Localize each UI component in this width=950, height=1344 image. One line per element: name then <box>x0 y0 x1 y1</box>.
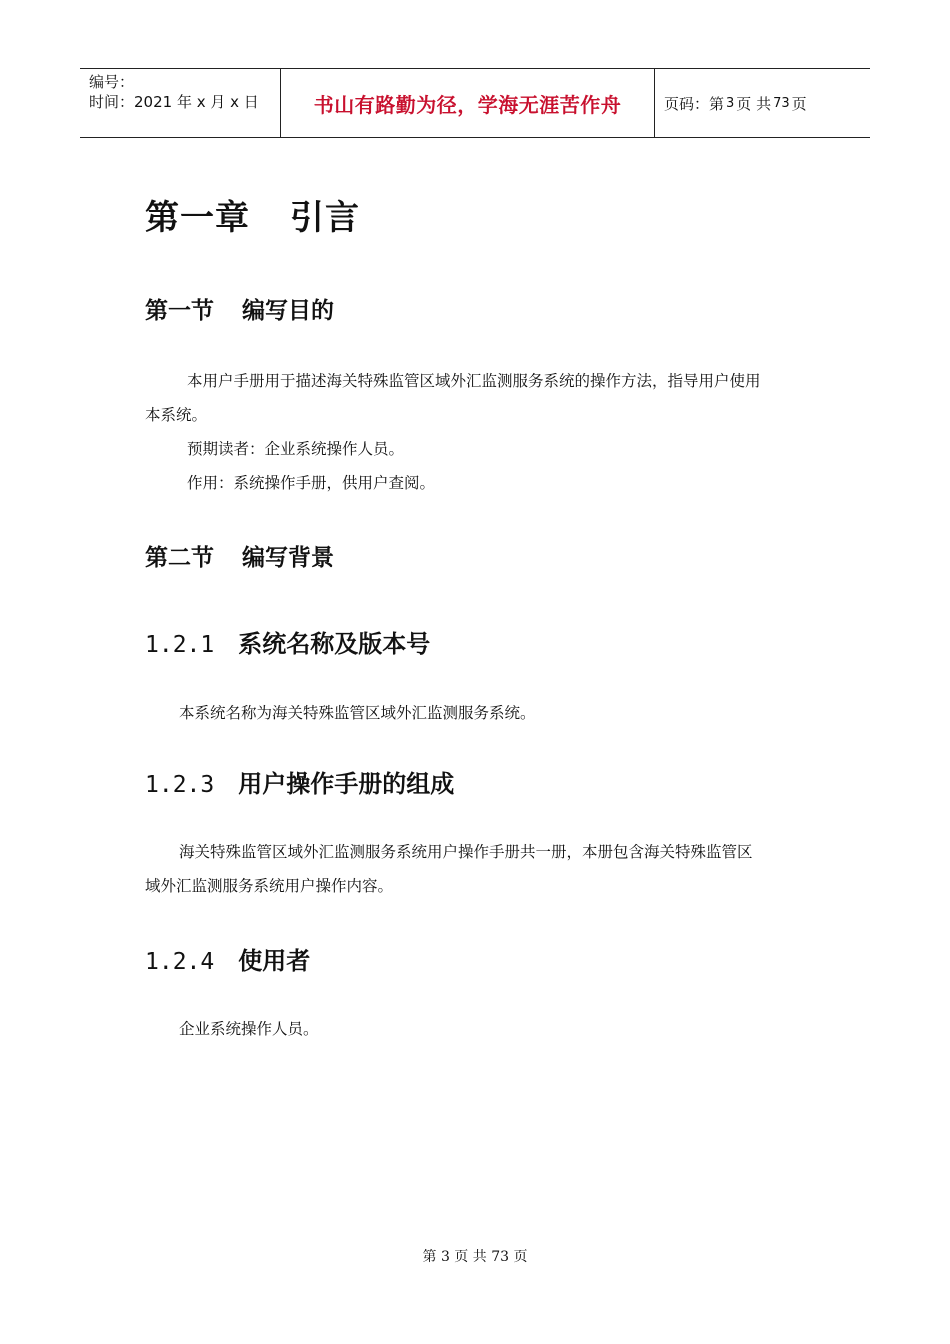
subsection-number: 1.2.4 <box>145 949 215 975</box>
purpose-paragraph <box>145 364 813 500</box>
header-meta <box>80 69 281 137</box>
page-prefix: 页码：第 <box>664 94 725 113</box>
subsection-number: 1.2.3 <box>145 772 215 798</box>
readers-line: 预期读者：企业系统操作人员。 <box>187 440 405 458</box>
page-suffix: 页 <box>791 94 807 113</box>
page-footer: 第 3 页 共 73 页 <box>422 1249 528 1265</box>
purpose-line-1: 本用户手册用于描述海关特殊监管区域外汇监测服务系统的操作方法，指导用户使用 <box>187 372 761 390</box>
users-paragraph <box>145 1012 813 1046</box>
subsection-heading-composition <box>145 764 454 799</box>
page-mid: 页 共 <box>736 94 772 113</box>
page-header <box>80 68 870 138</box>
page-current: 3 <box>726 95 735 111</box>
page-total: 73 <box>773 95 790 111</box>
composition-line-2: 域外汇监测服务系统用户操作内容。 <box>145 877 394 895</box>
time-label: 时间：2021 年 x 月 x 日 <box>89 93 259 111</box>
name-version-paragraph <box>145 696 813 730</box>
section-title: 编写目的 <box>242 298 334 324</box>
subsection-heading-users <box>145 941 310 976</box>
purpose-line-2: 本系统。 <box>145 406 208 424</box>
section-heading-background <box>145 539 334 572</box>
chapter-title <box>145 190 360 239</box>
header-motto: 书山有路勤为径，学海无涯苦作舟 <box>281 69 655 137</box>
subsection-heading-name-version <box>145 624 430 659</box>
composition-paragraph <box>145 835 813 903</box>
section-heading-purpose <box>145 292 334 325</box>
chapter-number: 第一章 <box>145 198 250 238</box>
subsection-title: 用户操作手册的组成 <box>238 770 455 798</box>
header-page-info <box>655 69 870 137</box>
composition-line-1: 海关特殊监管区域外汇监测服务系统用户操作手册共一册，本册包含海关特殊监管区 <box>179 843 753 861</box>
subsection-title: 使用者 <box>238 947 311 975</box>
section-title: 编写背景 <box>242 545 334 571</box>
chapter-text: 引言 <box>290 198 360 238</box>
name-version-text: 本系统名称为海关特殊监管区域外汇监测服务系统。 <box>179 704 536 722</box>
doc-number-label: 编号： <box>89 73 135 91</box>
section-number: 第二节 <box>145 545 214 571</box>
subsection-number: 1.2.1 <box>145 632 215 658</box>
usage-line: 作用：系统操作手册，供用户查阅。 <box>187 474 436 492</box>
users-text: 企业系统操作人员。 <box>179 1020 319 1038</box>
section-number: 第一节 <box>145 298 214 324</box>
subsection-title: 系统名称及版本号 <box>238 630 431 658</box>
